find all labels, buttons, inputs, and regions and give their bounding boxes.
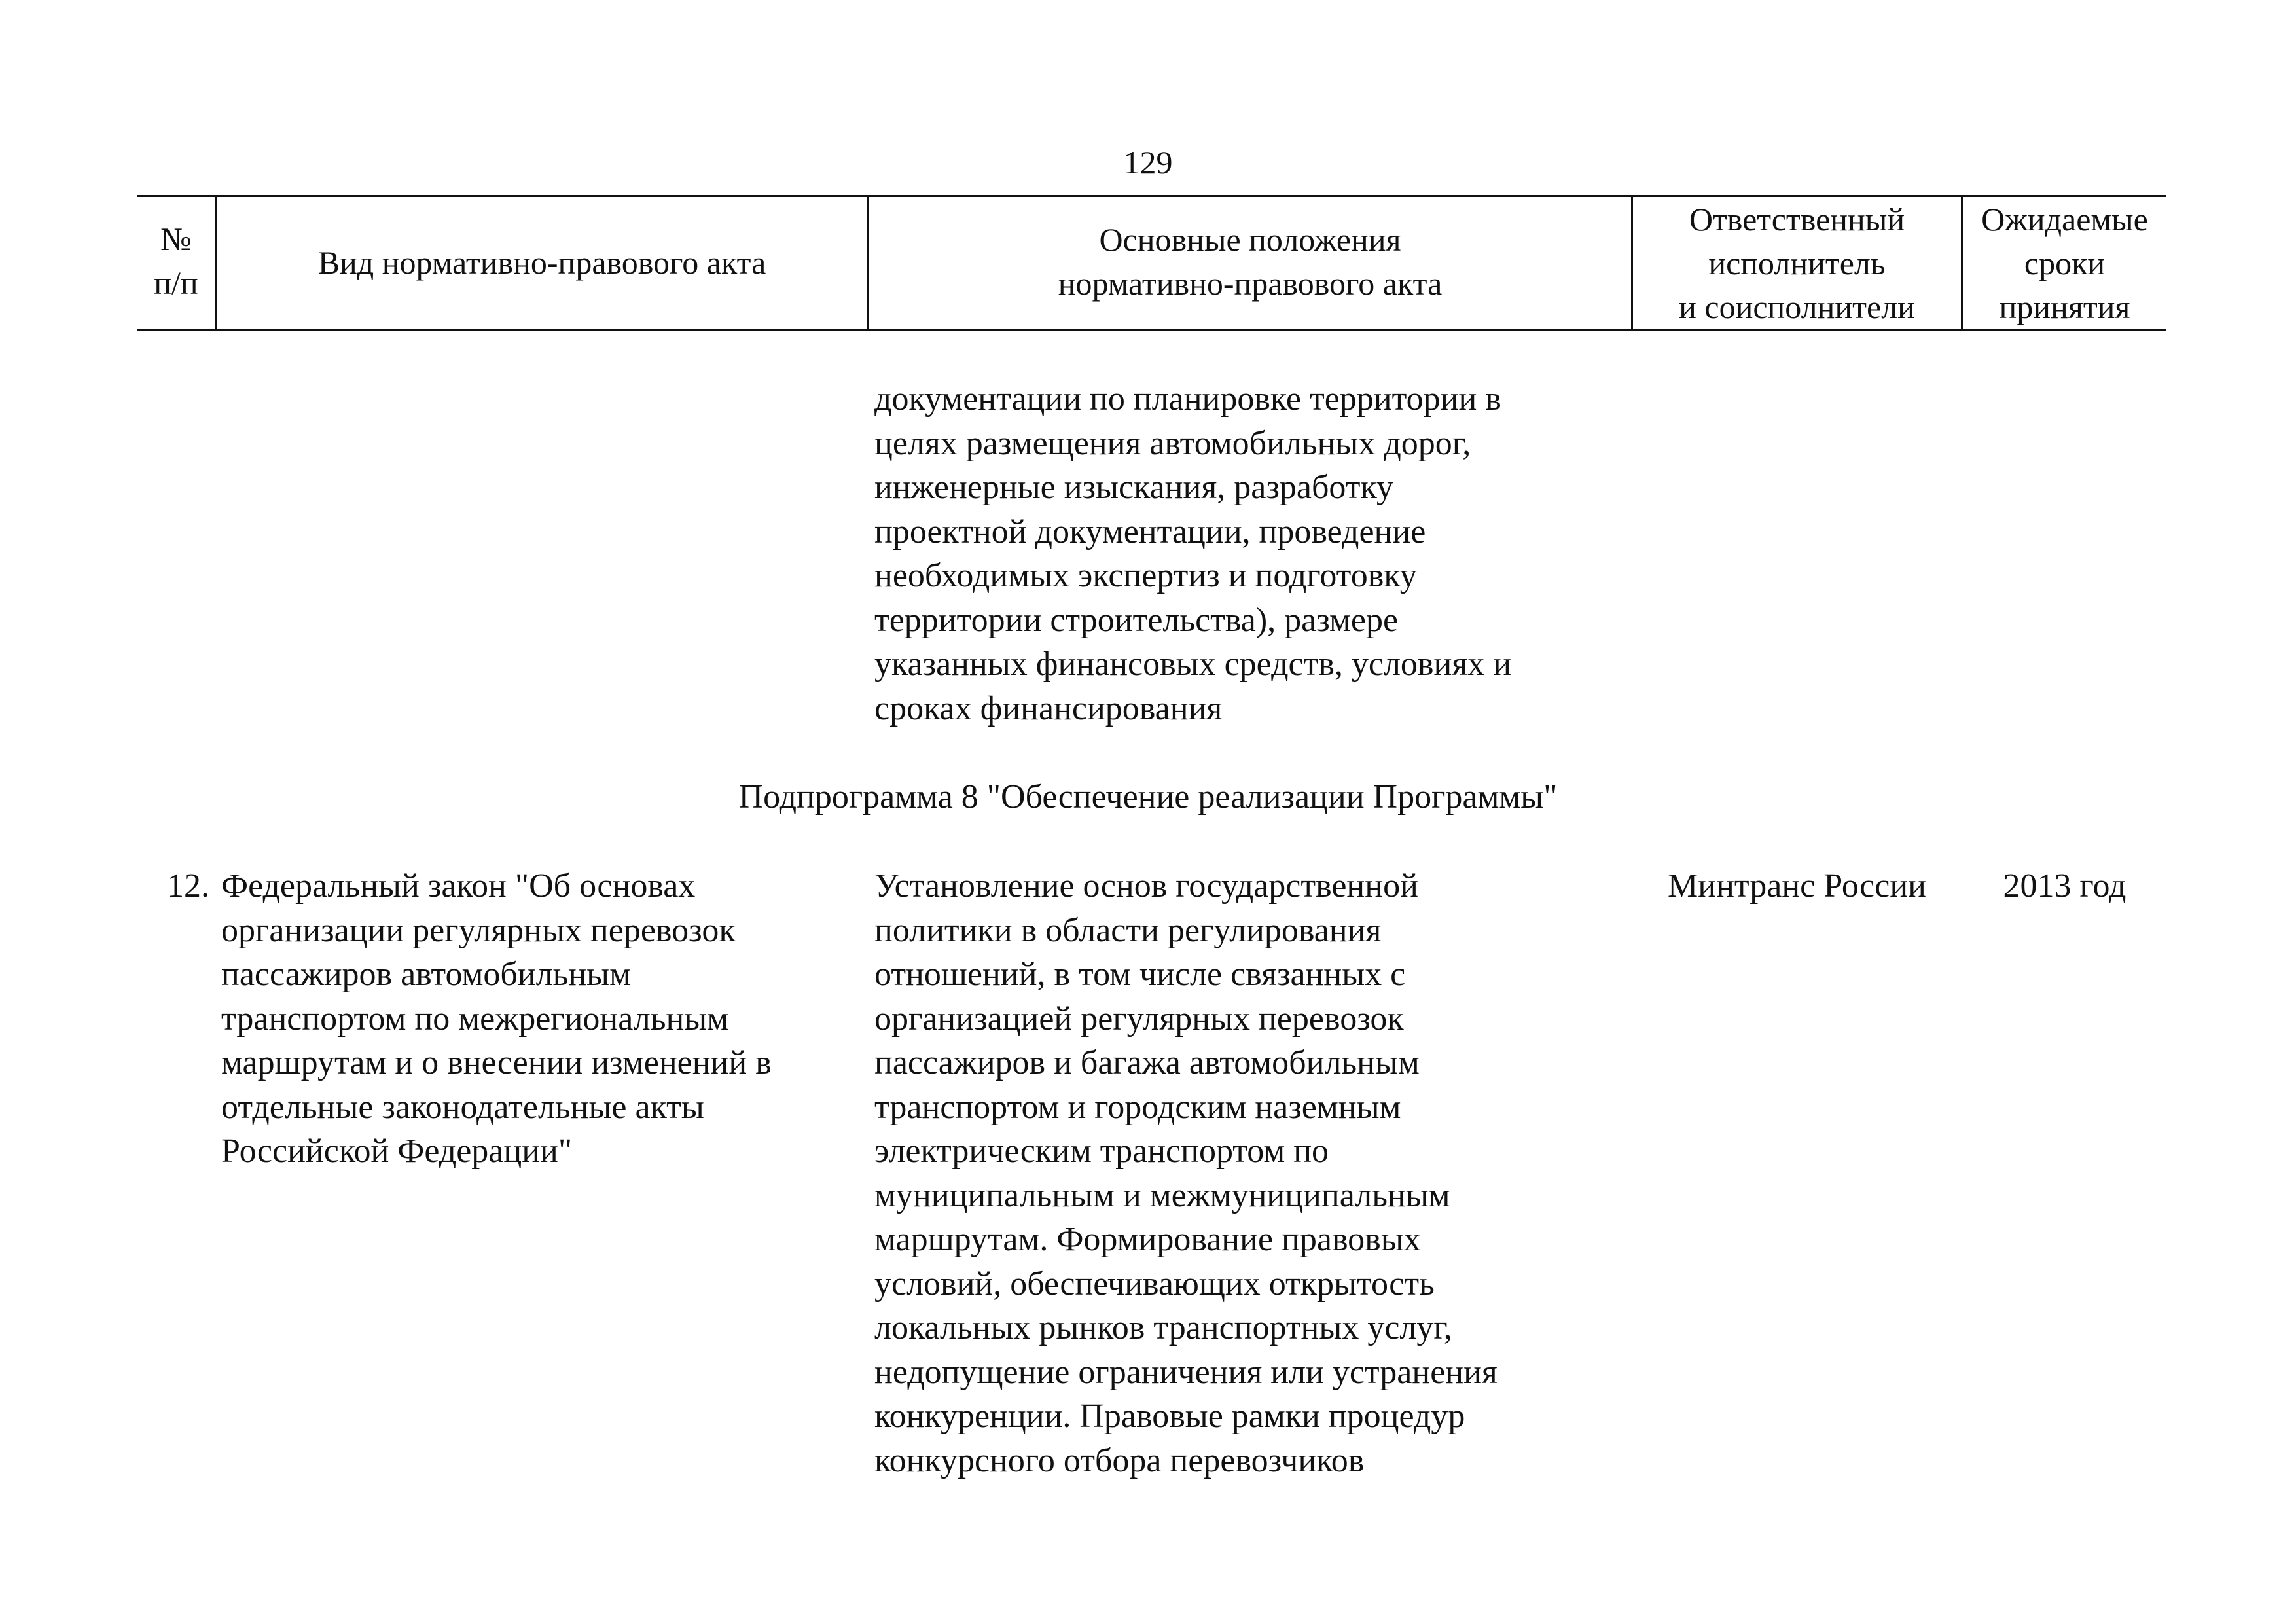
header-number: № п/п — [154, 221, 198, 301]
header-deadline: Ожидаемые сроки принятия — [1981, 201, 2148, 325]
header-act-type: Вид нормативно-правового акта — [317, 244, 766, 281]
row-deadline: 2013 год — [2003, 867, 2126, 905]
row-executor: Минтранс России — [1668, 867, 1926, 905]
header-bottom-rule — [137, 329, 2166, 331]
header-provisions: Основные положения нормативно-правового акта — [1058, 221, 1443, 302]
row-number: 12. — [167, 867, 209, 905]
page-number: 129 — [1123, 144, 1173, 181]
header-top-rule — [137, 195, 2166, 197]
header-executor: Ответственный исполнитель и соисполнители — [1679, 201, 1915, 325]
row-act-type: Федеральный закон "Об основах организации регулярных перевозок пассажиров автомобильным транспортом по межрегиональным маршрутам и о внесении изменений в отдельные законодательные акты Российской Федерации" — [221, 867, 772, 1170]
subprogram-title: Подпрограмма 8 "Обеспечение реализации Программы" — [738, 778, 1558, 816]
row-provisions: Установление основ государственной политики в области регулирования отношений, в том числе связанных с организацией регулярных перевозок пассажиров и багажа автомобильным транспортом и городским наземным электрическим транспортом по муниципальным и межмуниципальным маршрутам. Формирование правовых условий, обеспечивающих открытость локальных рынков транспортных услуг, недопущение ограничения или устранения конкуренции. Правовые рамки процедур конкурсного отбора перевозчиков — [874, 867, 1498, 1479]
continuation-provisions: документации по планировке территории в целях размещения автомобильных дорог, инженерные изыскания, разработку проектной документации, проведение необходимых экспертиз и подготовку территории строительства), размере указанных финансовых средств, условиях и сроках финансирования — [874, 380, 1512, 727]
